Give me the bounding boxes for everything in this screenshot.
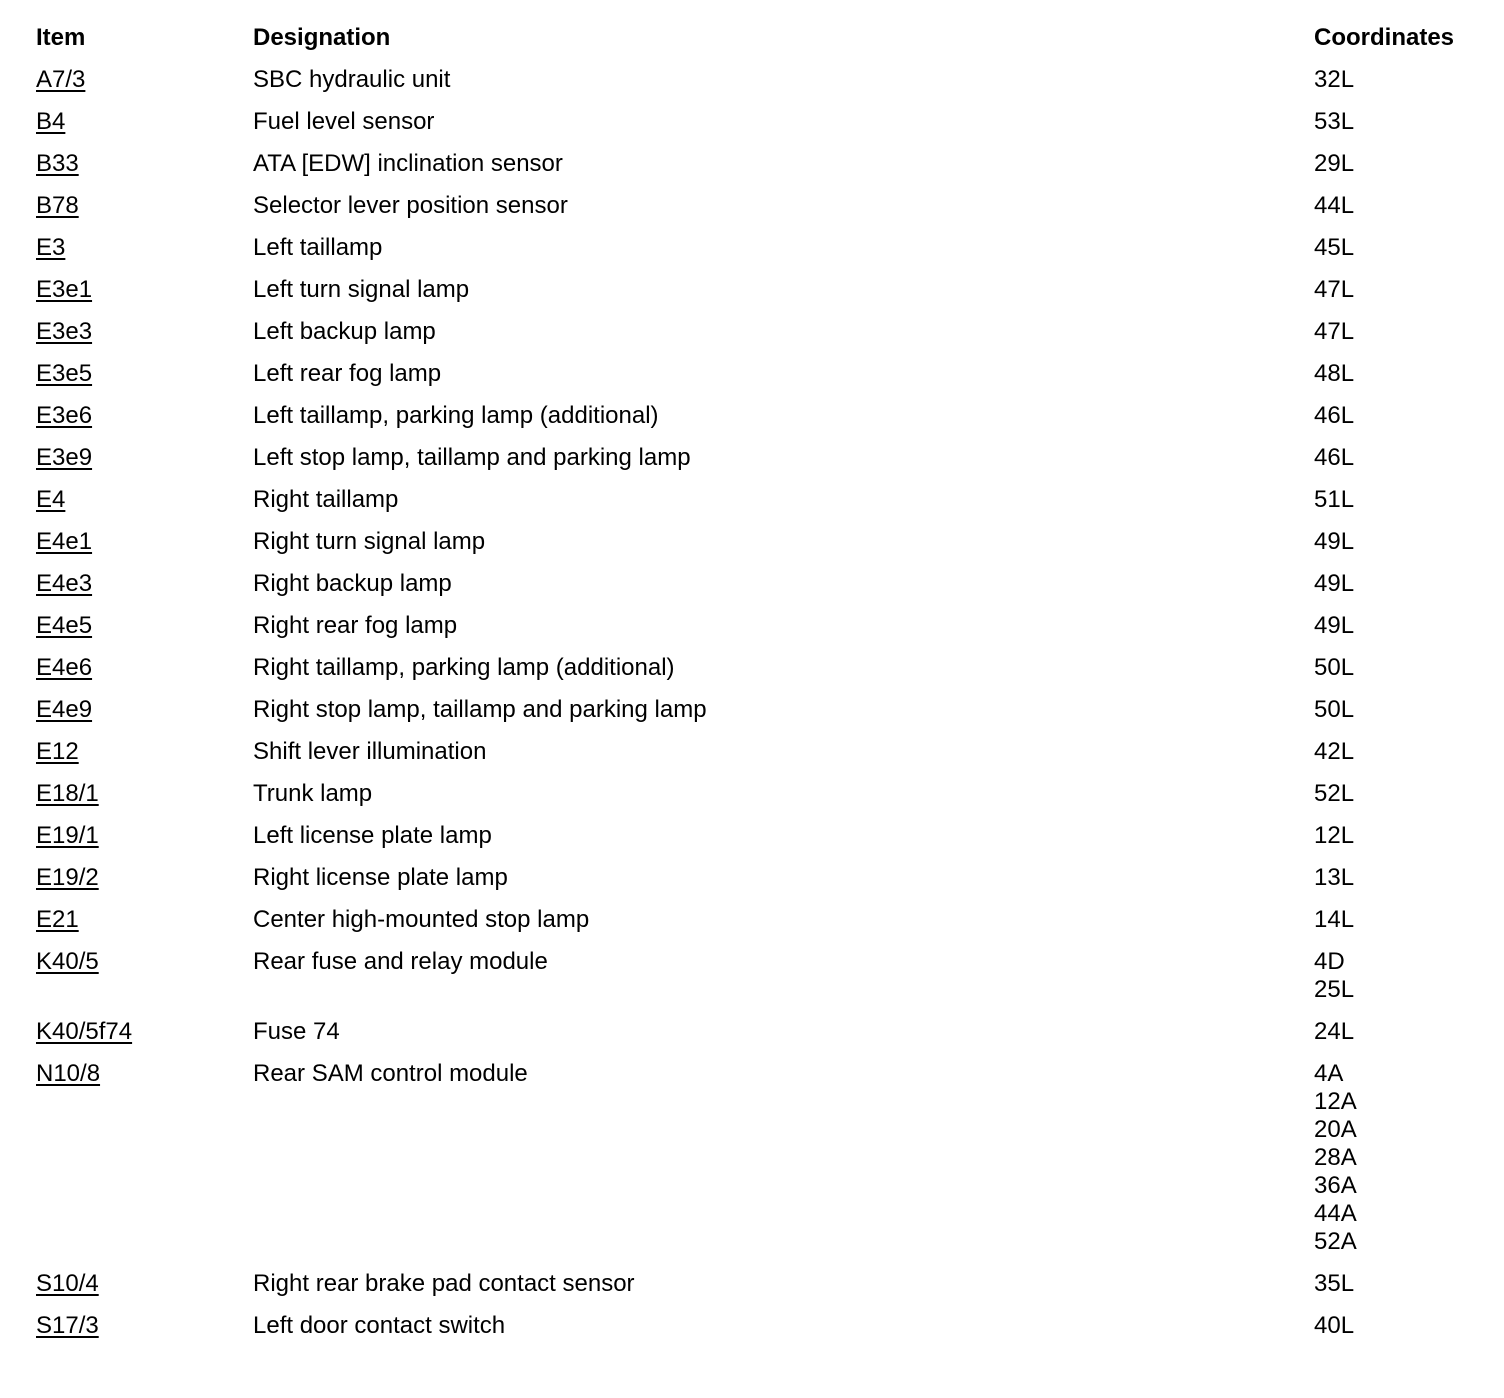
- coordinate-value: 49L: [1314, 528, 1355, 555]
- item-cell: [36, 66, 253, 94]
- coordinate-value: 49L: [1314, 612, 1355, 639]
- table-row: [36, 304, 1476, 346]
- table-row: [36, 472, 1476, 514]
- table-row: [36, 514, 1476, 556]
- coordinates-cell: [1314, 402, 1354, 430]
- coordinate-value: 47L: [1314, 276, 1355, 303]
- column-header-designation: Designation: [253, 24, 391, 51]
- designation-cell: Left taillamp, parking lamp (additional): [253, 402, 659, 429]
- coordinates-cell: [1314, 1018, 1354, 1046]
- item-link[interactable]: E21: [36, 906, 79, 933]
- item-link[interactable]: E3e1: [36, 276, 93, 303]
- table-row: [36, 724, 1476, 766]
- coordinate-value: 52L: [1314, 780, 1355, 807]
- item-link[interactable]: S10/4: [36, 1270, 99, 1297]
- coordinates-cell: [1314, 66, 1354, 94]
- designation-cell: Trunk lamp: [253, 780, 373, 807]
- table-row: [36, 220, 1476, 262]
- item-cell: [36, 738, 253, 766]
- designation-cell: Right rear brake pad contact sensor: [253, 1270, 635, 1297]
- coordinate-value: 42L: [1314, 738, 1355, 765]
- designation-cell: Rear fuse and relay module: [253, 948, 548, 975]
- designation-cell: Selector lever position sensor: [253, 192, 568, 219]
- designation-cell: Left door contact switch: [253, 1312, 506, 1339]
- designation-cell: Right taillamp: [253, 486, 399, 513]
- coordinates-cell: [1314, 150, 1354, 178]
- item-link[interactable]: B33: [36, 150, 79, 177]
- table-row: [36, 430, 1476, 472]
- table-row: [36, 388, 1476, 430]
- item-cell: [36, 948, 253, 976]
- coordinates-cell: [1314, 780, 1354, 808]
- designation-cell: Right license plate lamp: [253, 864, 508, 891]
- designation-cell: Shift lever illumination: [253, 738, 487, 765]
- item-link[interactable]: N10/8: [36, 1060, 101, 1087]
- item-link[interactable]: E4: [36, 486, 66, 513]
- designation-cell: Left license plate lamp: [253, 822, 492, 849]
- designation-cell: Right backup lamp: [253, 570, 452, 597]
- item-link[interactable]: K40/5: [36, 948, 99, 975]
- table-row: [36, 94, 1476, 136]
- coordinate-value: 24L: [1314, 1018, 1355, 1045]
- coordinate-value: 13L: [1314, 864, 1355, 891]
- legend-table: [36, 24, 1476, 1340]
- item-link[interactable]: E18/1: [36, 780, 99, 807]
- table-row: [36, 262, 1476, 304]
- designation-cell: Right turn signal lamp: [253, 528, 486, 555]
- coordinates-cell: [1314, 528, 1354, 556]
- coordinates-cell: [1314, 1060, 1357, 1256]
- coordinates-cell: [1314, 864, 1354, 892]
- table-row: [36, 766, 1476, 808]
- coordinate-value: 4A: [1314, 1060, 1344, 1087]
- item-cell: [36, 108, 253, 136]
- item-link[interactable]: E12: [36, 738, 79, 765]
- item-cell: [36, 1312, 253, 1340]
- table-row: [36, 808, 1476, 850]
- item-cell: [36, 822, 253, 850]
- table-row: [36, 136, 1476, 178]
- designation-cell: Left rear fog lamp: [253, 360, 442, 387]
- item-cell: [36, 1060, 253, 1088]
- coordinates-cell: [1314, 444, 1354, 472]
- coordinate-value: 50L: [1314, 654, 1355, 681]
- item-link[interactable]: E3e9: [36, 444, 93, 471]
- designation-cell: Fuel level sensor: [253, 108, 435, 135]
- coordinates-cell: [1314, 276, 1354, 304]
- coordinate-value: 53L: [1314, 108, 1355, 135]
- item-link[interactable]: E4e5: [36, 612, 93, 639]
- table-row: [36, 934, 1476, 1004]
- coordinates-cell: [1314, 906, 1354, 934]
- coordinates-cell: [1314, 570, 1354, 598]
- item-cell: [36, 906, 253, 934]
- table-row: [36, 598, 1476, 640]
- designation-cell: Left turn signal lamp: [253, 276, 470, 303]
- column-header-item: Item: [36, 24, 86, 51]
- designation-cell: Left backup lamp: [253, 318, 436, 345]
- table-row: [36, 892, 1476, 934]
- table-header: [36, 24, 1476, 52]
- item-link[interactable]: E4e3: [36, 570, 93, 597]
- item-cell: [36, 780, 253, 808]
- item-link[interactable]: E4e1: [36, 528, 93, 555]
- item-cell: [36, 528, 253, 556]
- item-link[interactable]: E3e3: [36, 318, 93, 345]
- item-cell: [36, 570, 253, 598]
- coordinate-value: 36A: [1314, 1172, 1357, 1199]
- coordinates-cell: [1314, 948, 1354, 1004]
- coordinates-cell: [1314, 318, 1354, 346]
- table-row: [36, 178, 1476, 220]
- item-link[interactable]: S17/3: [36, 1312, 99, 1339]
- item-link[interactable]: E19/1: [36, 822, 99, 849]
- item-cell: [36, 192, 253, 220]
- item-cell: [36, 444, 253, 472]
- table-row: [36, 850, 1476, 892]
- table-row: [36, 1256, 1476, 1298]
- item-cell: [36, 276, 253, 304]
- table-row: [36, 52, 1476, 94]
- coordinates-cell: [1314, 654, 1354, 682]
- item-cell: [36, 864, 253, 892]
- table-row: [36, 1004, 1476, 1046]
- column-header-coordinates: Coordinates: [1314, 24, 1455, 51]
- designation-cell: Left stop lamp, taillamp and parking lamp: [253, 444, 691, 471]
- coordinate-value: 51L: [1314, 486, 1355, 513]
- coordinate-value: 12A: [1314, 1088, 1357, 1115]
- table-row: [36, 346, 1476, 388]
- table-row: [36, 640, 1476, 682]
- table-body: [36, 52, 1476, 1340]
- item-cell: [36, 402, 253, 430]
- item-cell: [36, 150, 253, 178]
- item-link[interactable]: E3: [36, 234, 66, 261]
- coordinates-cell: [1314, 486, 1354, 514]
- item-cell: [36, 612, 253, 640]
- table-row: [36, 682, 1476, 724]
- item-link[interactable]: E4e9: [36, 696, 93, 723]
- coordinate-value: 29L: [1314, 150, 1355, 177]
- coordinates-cell: [1314, 360, 1354, 388]
- item-link[interactable]: B4: [36, 108, 66, 135]
- item-cell: [36, 654, 253, 682]
- coordinates-cell: [1314, 108, 1354, 136]
- item-cell: [36, 318, 253, 346]
- coordinate-value: 28A: [1314, 1144, 1357, 1171]
- coordinate-value: 46L: [1314, 444, 1355, 471]
- coordinate-value: 47L: [1314, 318, 1355, 345]
- designation-cell: Right taillamp, parking lamp (additional): [253, 654, 675, 681]
- coordinate-value: 44A: [1314, 1200, 1357, 1227]
- coordinate-value: 14L: [1314, 906, 1355, 933]
- coordinate-value: 48L: [1314, 360, 1355, 387]
- item-link[interactable]: E19/2: [36, 864, 99, 891]
- table-row: [36, 556, 1476, 598]
- designation-cell: Center high-mounted stop lamp: [253, 906, 590, 933]
- coordinate-value: 45L: [1314, 234, 1355, 261]
- coordinates-cell: [1314, 234, 1354, 262]
- coordinate-value: 25L: [1314, 976, 1355, 1003]
- item-link[interactable]: E3e6: [36, 402, 93, 429]
- item-cell: [36, 1270, 253, 1298]
- item-cell: [36, 1018, 253, 1046]
- coordinate-value: 44L: [1314, 192, 1355, 219]
- item-link[interactable]: A7/3: [36, 66, 86, 93]
- coordinate-value: 40L: [1314, 1312, 1355, 1339]
- item-cell: [36, 486, 253, 514]
- coordinates-cell: [1314, 192, 1354, 220]
- designation-cell: Fuse 74: [253, 1018, 340, 1045]
- coordinate-value: 35L: [1314, 1270, 1355, 1297]
- item-link[interactable]: E3e5: [36, 360, 93, 387]
- item-cell: [36, 234, 253, 262]
- coordinates-cell: [1314, 738, 1354, 766]
- designation-cell: Right stop lamp, taillamp and parking lamp: [253, 696, 707, 723]
- coordinate-value: 4D: [1314, 948, 1345, 975]
- coordinate-value: 20A: [1314, 1116, 1357, 1143]
- designation-cell: ATA [EDW] inclination sensor: [253, 150, 563, 177]
- coordinate-value: 52A: [1314, 1228, 1357, 1255]
- designation-cell: Right rear fog lamp: [253, 612, 458, 639]
- designation-cell: Rear SAM control module: [253, 1060, 528, 1087]
- item-cell: [36, 360, 253, 388]
- coordinate-value: 46L: [1314, 402, 1355, 429]
- coordinate-value: 32L: [1314, 66, 1355, 93]
- coordinate-value: 50L: [1314, 696, 1355, 723]
- coordinates-cell: [1314, 1270, 1354, 1298]
- table-row: [36, 1298, 1476, 1340]
- coordinates-cell: [1314, 822, 1354, 850]
- designation-cell: SBC hydraulic unit: [253, 66, 451, 93]
- coordinates-cell: [1314, 1312, 1354, 1340]
- coordinate-value: 12L: [1314, 822, 1355, 849]
- table-row: [36, 1046, 1476, 1256]
- item-link[interactable]: K40/5f74: [36, 1018, 133, 1045]
- coordinates-cell: [1314, 612, 1354, 640]
- coordinate-value: 49L: [1314, 570, 1355, 597]
- item-link[interactable]: B78: [36, 192, 79, 219]
- item-link[interactable]: E4e6: [36, 654, 93, 681]
- item-cell: [36, 696, 253, 724]
- designation-cell: Left taillamp: [253, 234, 383, 261]
- coordinates-cell: [1314, 696, 1354, 724]
